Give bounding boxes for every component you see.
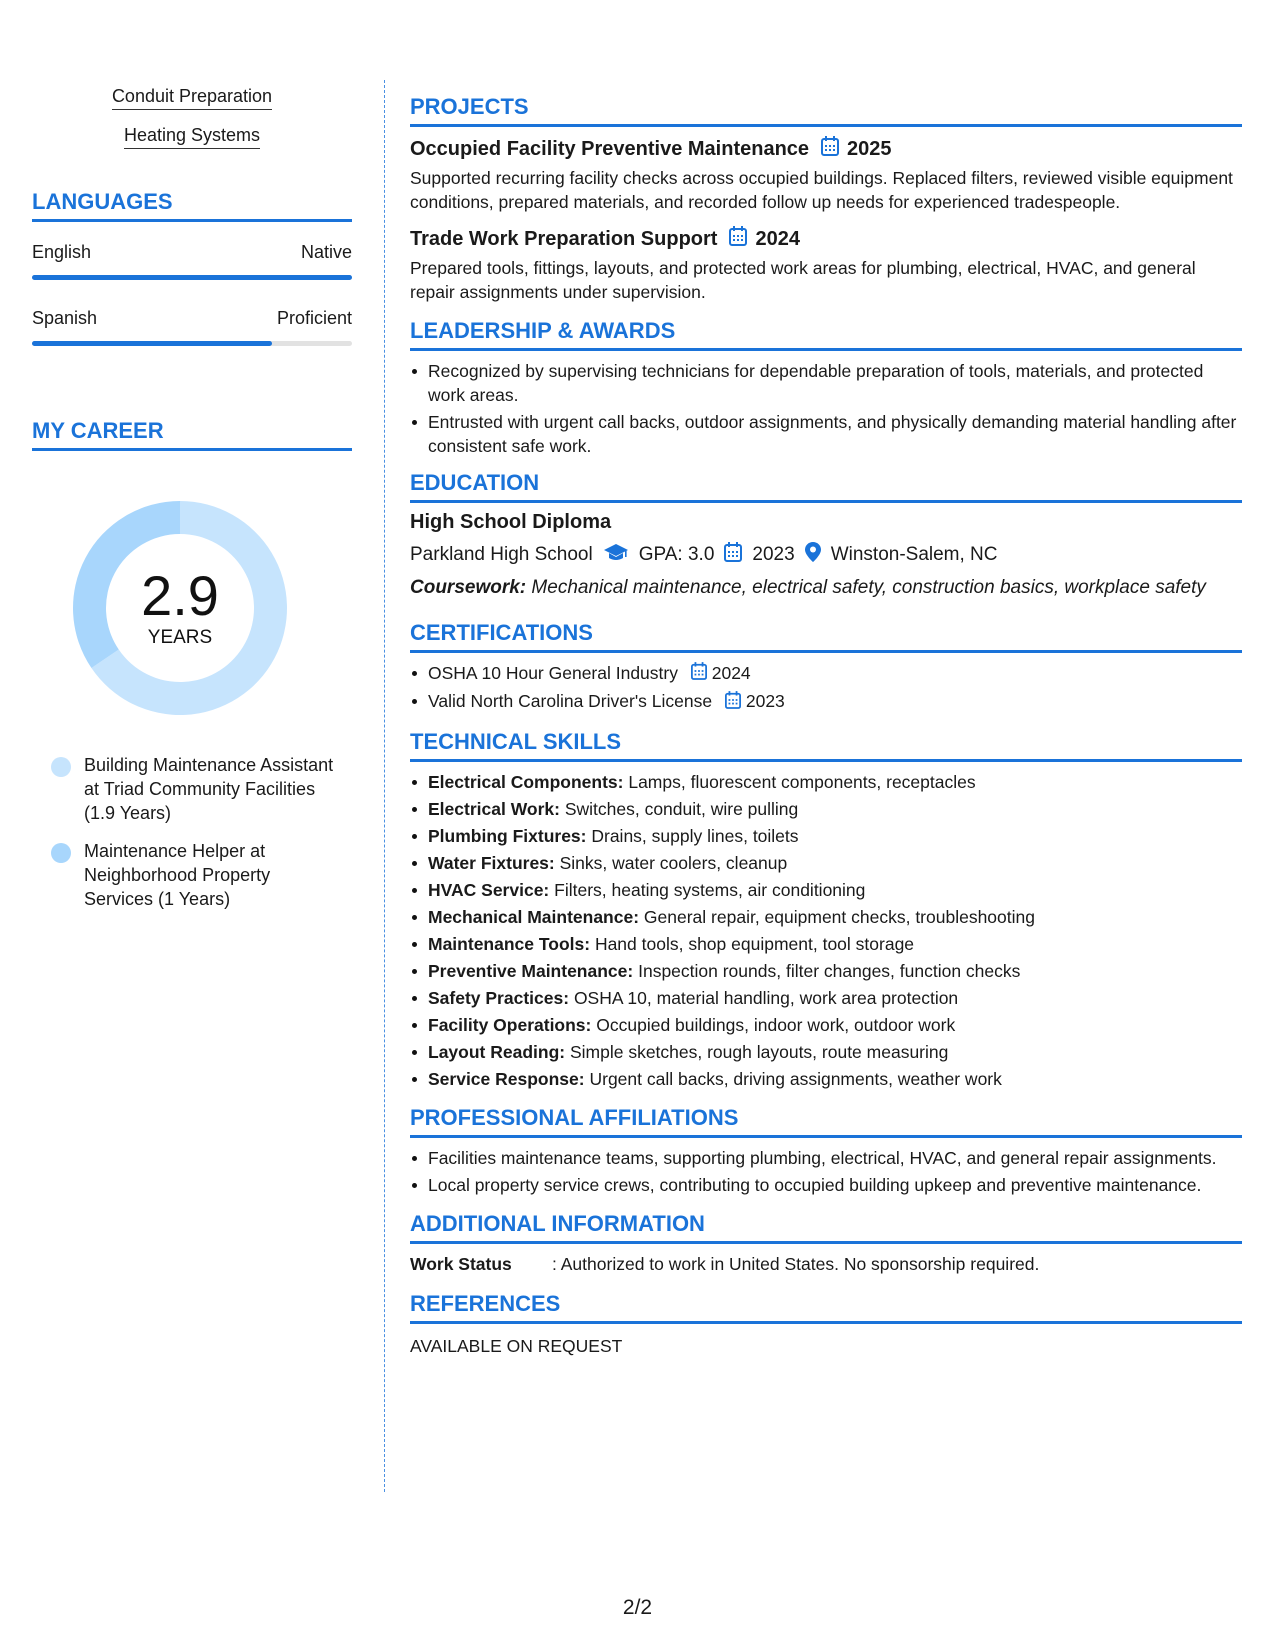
skill-item: Maintenance Tools: Hand tools, shop equipment, tool storage	[410, 932, 1242, 956]
calendar-icon	[691, 662, 707, 686]
projects-section	[410, 94, 1242, 304]
skill-tag: Heating Systems	[32, 125, 352, 149]
project-description: Prepared tools, fittings, layouts, and protected work areas for plumbing, electrical, HVAC, and general repair assignments under supervision.	[410, 258, 1196, 302]
edu-location: Winston-Salem, NC	[830, 544, 998, 565]
edu-year: 2023	[752, 544, 795, 565]
skill-item: Safety Practices: OSHA 10, material handling, work area protection	[410, 986, 1242, 1010]
list-item: Facilities maintenance teams, supporting plumbing, electrical, HVAC, and general repair assignments.	[410, 1146, 1242, 1170]
career-legend	[32, 753, 352, 911]
map-pin-icon	[805, 542, 821, 568]
skill-item: Water Fixtures: Sinks, water coolers, cleanup	[410, 851, 1242, 875]
coursework-label: Coursework:	[410, 577, 527, 598]
page-number: 2/2	[622, 1596, 653, 1619]
work-status-row	[410, 1254, 1242, 1275]
section-title: PROFESSIONAL AFFILIATIONS	[410, 1105, 1242, 1138]
leadership-list	[410, 359, 1242, 458]
language-level: Proficient	[276, 308, 352, 328]
work-status-label: Work Status	[410, 1253, 512, 1274]
section-title: ADDITIONAL INFORMATION	[410, 1211, 1242, 1244]
leadership-section	[410, 318, 1242, 458]
affiliations-list	[410, 1146, 1242, 1197]
skill-item: Layout Reading: Simple sketches, rough layouts, route measuring	[410, 1040, 1242, 1064]
project-year: 2024	[755, 227, 800, 250]
language-name: Spanish	[32, 308, 98, 328]
legend-dot	[51, 757, 71, 777]
section-title: LANGUAGES	[32, 189, 352, 222]
section-title: TECHNICAL SKILLS	[410, 729, 1242, 762]
section-title: REFERENCES	[410, 1291, 1242, 1324]
skill-item: Facility Operations: Occupied buildings, indoor work, outdoor work	[410, 1013, 1242, 1037]
column-divider	[384, 80, 385, 1492]
edu-gpa: GPA: 3.0	[638, 544, 715, 565]
edu-degree: High School Diploma	[410, 511, 612, 533]
skill-item: Electrical Components: Lamps, fluorescent components, receptacles	[410, 770, 1242, 794]
work-status-value: : Authorized to work in United States. No sponsorship required.	[552, 1253, 1040, 1274]
section-title: EDUCATION	[410, 470, 1242, 503]
edu-details	[410, 542, 1242, 568]
additional-info-section	[410, 1211, 1242, 1275]
language-bar-fill	[32, 341, 272, 346]
edu-coursework	[410, 576, 1242, 600]
career-legend-item: Building Maintenance Assistant at Triad Community Facilities (1.9 Years)	[51, 753, 341, 825]
cert-year: 2024	[711, 663, 751, 683]
section-title: PROJECTS	[410, 94, 1242, 127]
technical-skills-list	[410, 770, 1242, 1091]
project-name: Occupied Facility Preventive Maintenance	[410, 137, 810, 160]
languages-section	[32, 189, 352, 346]
cert-name: OSHA 10 Hour General Industry	[428, 663, 678, 683]
list-item: Local property service crews, contributing to occupied building upkeep and preventive maintenance.	[410, 1173, 1242, 1197]
project-item	[410, 136, 1242, 214]
list-item: Entrusted with urgent call backs, outdoor assignments, and physically demanding material handling after consistent safe work.	[410, 410, 1242, 458]
technical-skills-section	[410, 729, 1242, 1091]
education-section	[410, 470, 1242, 600]
references-text: AVAILABLE ON REQUEST	[410, 1335, 623, 1356]
coursework-text: Mechanical maintenance, electrical safety, construction basics, workplace safety	[531, 577, 1206, 598]
career-legend-item: Maintenance Helper at Neighborhood Property Services (1 Years)	[51, 839, 341, 911]
section-title: MY CAREER	[32, 418, 352, 451]
calendar-icon	[724, 542, 742, 568]
skill-item: Preventive Maintenance: Inspection rounds, filter changes, function checks	[410, 959, 1242, 983]
list-item	[410, 689, 1242, 714]
left-column	[32, 86, 352, 925]
language-level: Native	[300, 242, 352, 262]
skill-item: HVAC Service: Filters, heating systems, air conditioning	[410, 878, 1242, 902]
skill-item: Service Response: Urgent call backs, driving assignments, weather work	[410, 1067, 1242, 1091]
project-name: Trade Work Preparation Support	[410, 227, 718, 250]
language-item	[32, 308, 352, 346]
calendar-icon	[729, 226, 747, 252]
career-total-value: 2.9	[141, 564, 219, 627]
references-section	[410, 1291, 1242, 1357]
certifications-section	[410, 620, 1242, 715]
certifications-list	[410, 661, 1242, 715]
project-item	[410, 226, 1242, 304]
skill-tag: Conduit Preparation	[32, 86, 352, 110]
calendar-icon	[725, 691, 741, 715]
section-title: CERTIFICATIONS	[410, 620, 1242, 653]
career-total-unit: YEARS	[147, 627, 213, 648]
skill-item: Plumbing Fixtures: Drains, supply lines, toilets	[410, 824, 1242, 848]
affiliations-section	[410, 1105, 1242, 1197]
language-name: English	[32, 242, 92, 262]
project-description: Supported recurring facility checks across occupied buildings. Replaced filters, reviewed visible equipment conditions, prepared materials, and recorded follow up needs for experienced tradespeople.	[410, 168, 1233, 212]
career-donut-chart	[67, 495, 293, 721]
edu-school: Parkland High School	[410, 544, 593, 565]
section-title: LEADERSHIP & AWARDS	[410, 318, 1242, 351]
graduation-cap-icon	[603, 543, 629, 567]
cert-name: Valid North Carolina Driver's License	[428, 691, 713, 712]
legend-dot	[51, 843, 71, 863]
language-bar	[32, 341, 352, 346]
language-bar-fill	[32, 275, 352, 280]
project-year: 2025	[847, 137, 892, 160]
language-item	[32, 242, 352, 280]
career-section	[32, 418, 352, 911]
cert-year: 2023	[745, 691, 785, 712]
skill-item: Mechanical Maintenance: General repair, equipment checks, troubleshooting	[410, 905, 1242, 929]
calendar-icon	[821, 136, 839, 162]
language-bar	[32, 275, 352, 280]
list-item	[410, 661, 1242, 686]
list-item: Recognized by supervising technicians for dependable preparation of tools, materials, and protected work areas.	[410, 359, 1242, 407]
skill-item: Electrical Work: Switches, conduit, wire pulling	[410, 797, 1242, 821]
right-column	[410, 94, 1242, 1357]
